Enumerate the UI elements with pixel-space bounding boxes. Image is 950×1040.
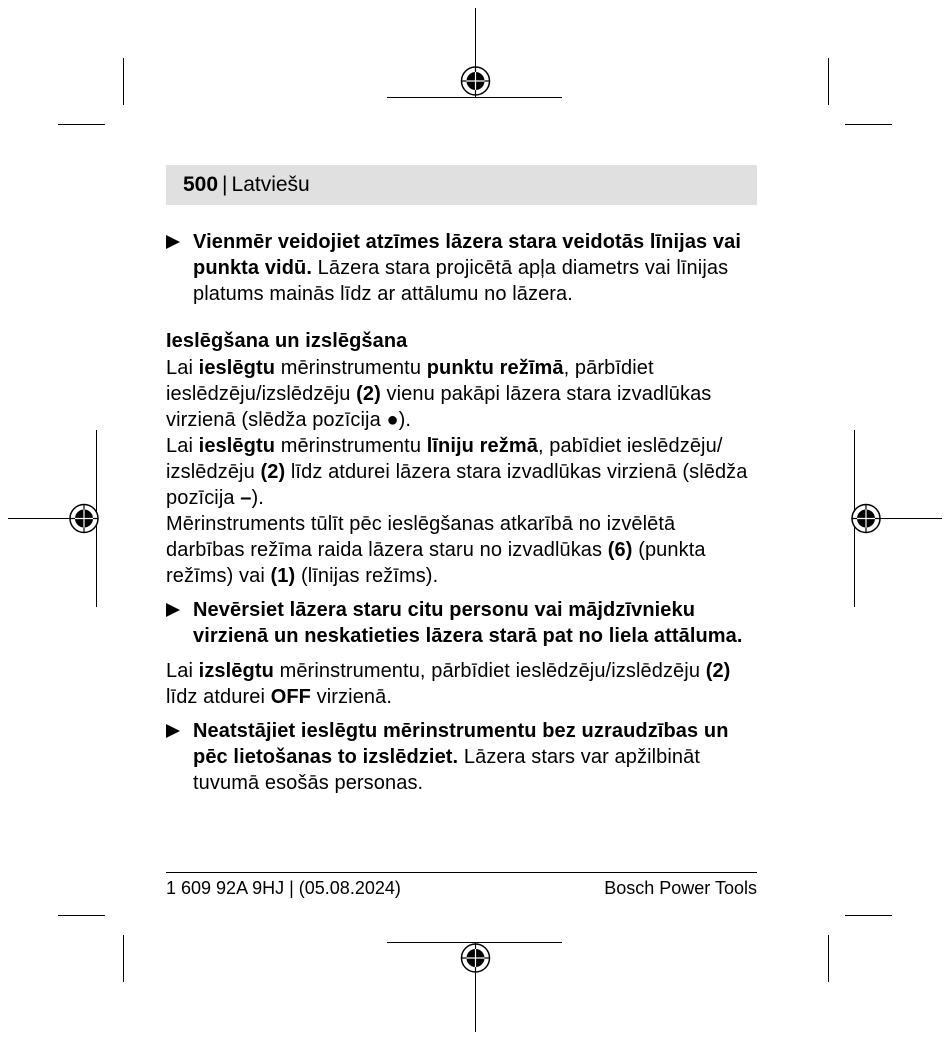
text-run: virzienā (slēdža pozīcija ●). [166, 409, 412, 431]
text-run: (punkta [632, 539, 706, 561]
bold-text-run: – [240, 487, 252, 509]
text-line [193, 229, 766, 255]
text-line [193, 255, 766, 281]
footer-separator: | [289, 878, 294, 898]
text-line [166, 485, 766, 511]
safety-bullet [166, 597, 766, 649]
bold-text-run: (2) [260, 461, 286, 483]
text-line [166, 684, 766, 710]
paragraph [166, 433, 766, 511]
text-run: režīms) vai [166, 565, 271, 587]
text-run: mērinstrumentu [275, 435, 427, 457]
triangle-right-icon [166, 235, 180, 249]
text-run: , pabīdiet ieslēdzēju/ [537, 435, 723, 457]
header-separator: | [222, 173, 228, 196]
triangle-right-icon [166, 603, 180, 617]
text-line [166, 459, 766, 485]
footer-brand: Bosch Power Tools [604, 878, 757, 898]
text-line [166, 355, 766, 381]
bold-text-run: Vienmēr veidojiet atzīmes lāzera stara veidotās līnijas vai [193, 231, 742, 253]
body-text [166, 229, 766, 796]
text-line [166, 537, 766, 563]
text-run: Lai [166, 660, 199, 682]
text-run: Mērinstruments tūlīt pēc ieslēgšanas atkarībā no izvēlētā [166, 513, 676, 535]
header-text [183, 165, 310, 205]
text-run: līdz atdurei [166, 686, 271, 708]
text-line [166, 658, 766, 684]
triangle-right-icon [166, 724, 180, 738]
text-run: Lāzera stara projicētā apļa diametrs vai līnijas [311, 257, 729, 279]
footer-left [166, 876, 401, 900]
text-run: mērinstrumentu [275, 357, 427, 379]
paragraph [166, 658, 766, 710]
registration-target-left-icon [70, 505, 98, 533]
text-line [166, 328, 766, 354]
document-date: (05.08.2024) [298, 878, 401, 898]
bold-text-run: OFF [270, 686, 311, 708]
text-line [193, 597, 766, 623]
text-line [166, 381, 766, 407]
safety-bullet [166, 229, 766, 307]
bold-text-run: izslēgtu [198, 660, 274, 682]
text-run: Lai [166, 357, 199, 379]
text-line [166, 407, 766, 433]
bold-text-run: līniju režmā [426, 435, 538, 457]
text-run: Lai [166, 435, 199, 457]
bold-text-run: ieslēgtu [198, 435, 276, 457]
paragraph [166, 355, 766, 433]
text-run: mērinstrumentu, pārbīdiet ieslēdzēju/izslēdzēju [273, 660, 706, 682]
page-number: 500 [183, 173, 219, 196]
text-line [193, 623, 766, 649]
text-run: Lāzera stars var apžilbināt [458, 746, 701, 768]
text-run: platums mainās līdz ar attālumu no lāzera. [193, 283, 573, 305]
text-run: (līnijas režīms). [295, 565, 439, 587]
section-title: Latviešu [231, 173, 310, 196]
text-line [193, 718, 766, 744]
bold-text-run: Ieslēgšana un izslēgšana [166, 330, 408, 352]
bold-text-run: (1) [270, 565, 296, 587]
text-line [166, 511, 766, 537]
text-run: līdz atdurei lāzera stara izvadlūkas virzienā (slēdža [285, 461, 748, 483]
bold-text-run: pēc lietošanas to izslēdziet. [193, 746, 459, 768]
bold-text-run: (2) [705, 660, 731, 682]
bold-text-run: punktu režīmā [426, 357, 564, 379]
registration-target-bottom-icon [462, 944, 490, 972]
text-line [166, 433, 766, 459]
text-line [193, 281, 766, 307]
text-run: ieslēdzēju/izslēdzēju [166, 383, 357, 405]
text-line [193, 744, 766, 770]
bold-text-run: ieslēgtu [198, 357, 276, 379]
bold-text-run: Neatstājiet ieslēgtu mērinstrumentu bez uzraudzības un [193, 720, 729, 742]
page-footer [166, 876, 757, 900]
text-run: ). [251, 487, 264, 509]
text-run: pozīcija [166, 487, 241, 509]
text-line [166, 563, 766, 589]
text-run: darbības režīma raida lāzera staru no izvadlūkas [166, 539, 608, 561]
bold-text-run: virzienā un neskatieties lāzera starā pat no liela attāluma. [193, 625, 743, 647]
bold-text-run: (6) [607, 539, 633, 561]
bold-text-run: punkta vidū. [193, 257, 312, 279]
text-run: vienu pakāpi lāzera stara izvadlūkas [380, 383, 712, 405]
text-run: izslēdzēju [166, 461, 261, 483]
text-run: virzienā. [311, 686, 393, 708]
paragraph [166, 511, 766, 589]
safety-bullet [166, 718, 766, 796]
text-run: , pārbīdiet [563, 357, 654, 379]
registration-target-top-icon [462, 67, 490, 95]
text-line [193, 770, 766, 796]
page-header [166, 165, 757, 205]
text-run: tuvumā esošās personas. [193, 772, 424, 794]
registration-target-right-icon [852, 505, 880, 533]
section-heading [166, 328, 766, 354]
footer-rule [166, 872, 757, 873]
bold-text-run: (2) [356, 383, 381, 405]
bold-text-run: Nevērsiet lāzera staru citu personu vai mājdzīvnieku [193, 599, 696, 621]
document-number: 1 609 92A 9HJ [166, 878, 285, 898]
